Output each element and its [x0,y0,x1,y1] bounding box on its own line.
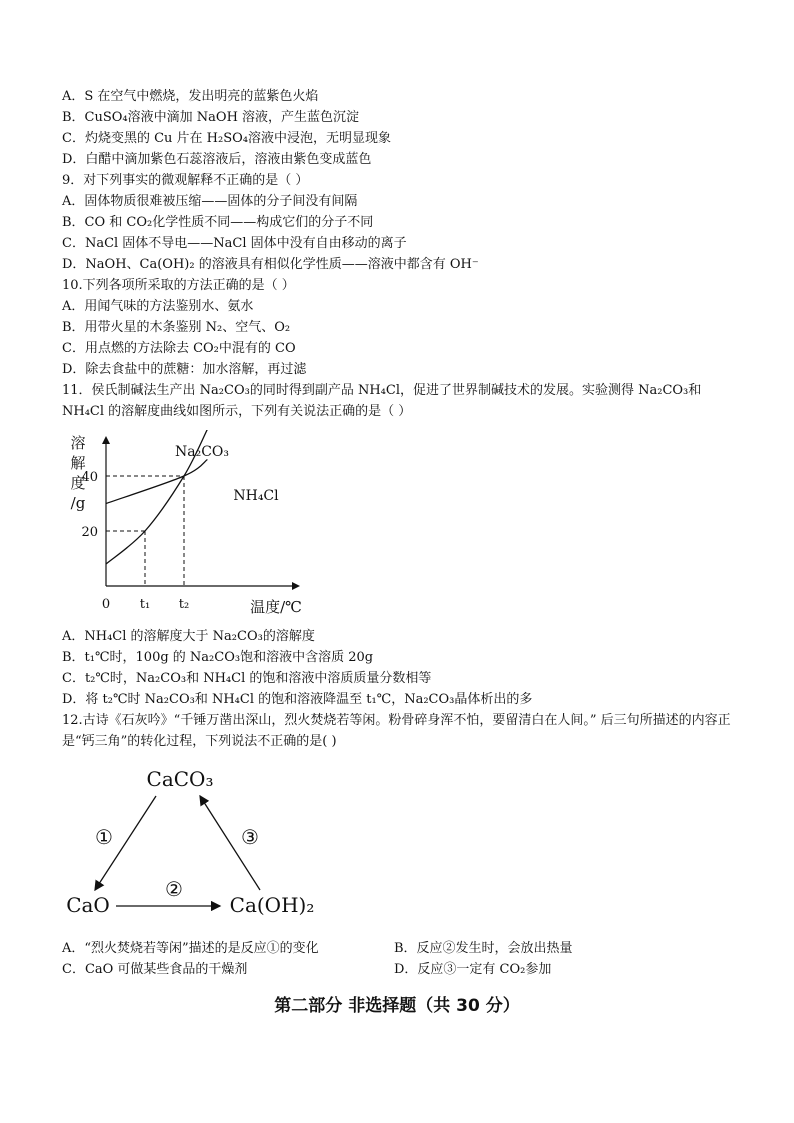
na2co3-series-label: Na₂CO₃ [174,444,230,460]
calcium-triangle-diagram [60,760,340,925]
q12-stem: 12.古诗《石灰吟》“千锤万凿出深山，烈火焚烧若等闲。粉骨碎身浑不怕，要留清白在人间。” 后三句所描述的内容正是“钙三角”的转化过程，下列说法不正确的是( ) [62,713,731,749]
q11-option-d: D．将 t₂℃时 Na₂CO₃和 NH₄Cl 的饱和溶液降温至 t₁℃，Na₂CO₃晶体析出的多 [62,692,533,707]
caoh2-label: Ca(OH)₂ [229,893,315,917]
q9-option-a: A．固体物质很难被压缩——固体的分子间没有间隔 [62,194,358,209]
q10-option-b: B．用带火星的木条鉴别 N₂、空气、O₂ [62,320,291,335]
q8-option-a: A．S 在空气中燃烧，发出明亮的蓝紫色火焰 [62,89,319,104]
q8-option-c: C．灼烧变黑的 Cu 片在 H₂SO₄溶液中浸泡，无明显现象 [62,131,391,146]
reaction-2-marker: ② [165,877,183,901]
y-axis-label-char: 溶 [70,434,86,452]
nh4cl-curve [106,460,207,504]
caco3-label: CaCO₃ [146,767,214,791]
q10-option-d: D．除去食盐中的蔗糖：加水溶解，再过滤 [62,362,307,377]
q12-option-b: B．反应②发生时，会放出热量 [394,941,573,956]
y-axis-label-char: 解 [70,454,86,472]
y-axis-label-char: /g [70,494,86,512]
q11-option-a: A．NH₄Cl 的溶解度大于 Na₂CO₃的溶解度 [62,629,315,644]
q10-option-a: A．用闻气味的方法鉴别水、氨水 [62,299,254,314]
q9-option-c: C．NaCl 固体不导电——NaCl 固体中没有自由移动的离子 [62,236,407,251]
x-tick-label: t₂ [178,597,190,612]
x-tick-label: 0 [101,597,111,612]
q11-option-b: B．t₁℃时，100g 的 Na₂CO₃饱和溶液中含溶质 20g [62,650,374,665]
x-axis-label: 温度/℃ [250,598,302,616]
nh4cl-series-label: NH₄Cl [233,488,279,504]
cao-label: CaO [66,893,110,917]
y-tick-label: 40 [81,470,98,485]
solubility-chart [60,430,320,630]
q8-option-d: D．白醋中滴加紫色石蕊溶液后，溶液由紫色变成蓝色 [62,152,372,167]
q12-option-d: D．反应③一定有 CO₂参加 [394,962,552,977]
q9-option-b: B．CO 和 CO₂化学性质不同——构成它们的分子不同 [62,215,374,230]
q12-option-a: A．“烈火焚烧若等闲”描述的是反应①的变化 [62,941,319,956]
y-axis-arrow [102,436,110,444]
q8-option-b: B．CuSO₄溶液中滴加 NaOH 溶液，产生蓝色沉淀 [62,110,360,125]
q11-stem: 11．侯氏制碱法生产出 Na₂CO₃的同时得到副产品 NH₄Cl，促进了世界制碱技术的发展。实验测得 Na₂CO₃和 NH₄Cl 的溶解度曲线如图所示，下列有关说法正确的是（ ） [62,383,702,419]
q9-stem: 9．对下列事实的微观解释不正确的是（ ） [62,173,309,188]
q10-option-c: C．用点燃的方法除去 CO₂中混有的 CO [62,341,296,356]
q11-option-c: C．t₂℃时，Na₂CO₃和 NH₄Cl 的饱和溶液中溶质质量分数相等 [62,671,432,686]
x-tick-label: t₁ [139,597,151,612]
x-axis-arrow [292,582,300,590]
y-tick-label: 20 [81,525,98,540]
section-title: 第二部分 非选择题（共 30 分） [274,996,520,1016]
q9-option-d: D．NaOH、Ca(OH)₂ 的溶液具有相似化学性质——溶液中都含有 OH⁻ [62,257,479,272]
q10-stem: 10.下列各项所采取的方法正确的是（ ） [62,278,295,293]
reaction-3-marker: ③ [241,825,259,849]
q12-option-c: C．CaO 可做某些食品的干燥剂 [62,962,248,977]
reaction-1-marker: ① [95,825,113,849]
y-axis-label-char: 度 [70,474,86,492]
